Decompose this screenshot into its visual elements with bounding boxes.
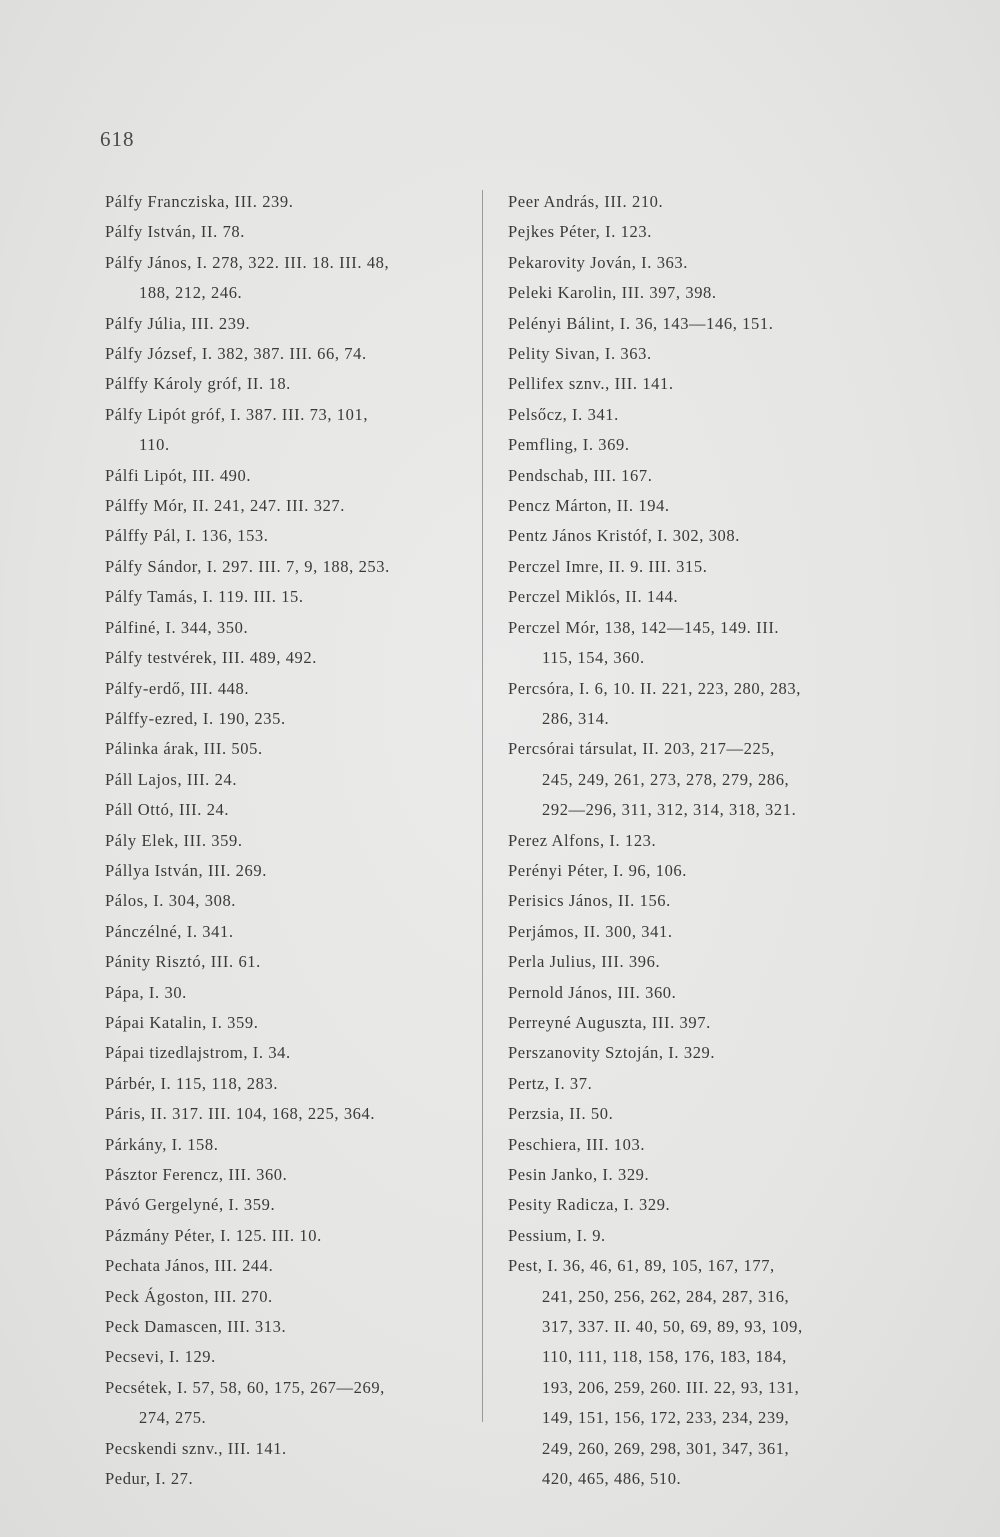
- index-entry-text: Páris, II. 317. III. 104, 168, 225, 364.: [105, 1104, 376, 1124]
- index-entry: [105, 947, 465, 977]
- index-entry-text: Páll Lajos, III. 24.: [105, 769, 238, 789]
- index-entry: [508, 947, 878, 977]
- index-entry-text: Perez Alfons, I. 123.: [508, 830, 657, 850]
- index-entry: [105, 461, 465, 491]
- index-entry-text: Pecskendi sznv., III. 141.: [105, 1438, 287, 1458]
- index-entry: [508, 461, 878, 491]
- index-entry: [105, 1190, 465, 1220]
- index-entry: [105, 1038, 465, 1068]
- index-entry: [105, 552, 465, 582]
- index-entry: [105, 521, 465, 551]
- index-entry-text: Perszanovity Sztoján, I. 329.: [508, 1043, 716, 1063]
- index-entry-text: Pávó Gergelyné, I. 359.: [105, 1195, 276, 1215]
- index-entry-text: Párkány, I. 158.: [105, 1134, 219, 1154]
- index-entry: [105, 309, 465, 339]
- index-entry-text: Perczel Imre, II. 9. III. 315.: [508, 556, 708, 576]
- index-entry: [105, 856, 465, 886]
- index-entry: [508, 552, 878, 582]
- index-entry: [105, 1160, 465, 1190]
- index-entry: [105, 1251, 465, 1281]
- index-entry-text: Pálffy Károly gróf, II. 18.: [105, 374, 291, 394]
- index-entry-text: Pály Elek, III. 359.: [105, 830, 243, 850]
- index-entry: [508, 1221, 878, 1251]
- index-entry-text: Pálfiné, I. 344, 350.: [105, 617, 249, 637]
- index-entry: [508, 1160, 878, 1190]
- index-entry-continuation: 193, 206, 259, 260. III. 22, 93, 131,: [542, 1377, 800, 1397]
- index-entry: [105, 643, 465, 673]
- index-entry-text: Peschiera, III. 103.: [508, 1134, 646, 1154]
- index-entry-text: Peck Ágoston, III. 270.: [105, 1286, 273, 1306]
- index-entry-text: Pejkes Péter, I. 123.: [508, 222, 652, 242]
- index-entry-text: Pápai tizedlajstrom, I. 34.: [105, 1043, 291, 1063]
- index-entry: [105, 674, 465, 704]
- index-entry-continuation: 149, 151, 156, 172, 233, 234, 239,: [542, 1408, 790, 1428]
- index-entry: [105, 1434, 465, 1464]
- index-entry-continuation: 115, 154, 360.: [542, 648, 645, 668]
- index-entry-text: Pálinka árak, III. 505.: [105, 739, 263, 759]
- index-entry: [508, 400, 878, 430]
- index-entry: [508, 309, 878, 339]
- index-entry: [508, 613, 878, 674]
- index-entry-text: Peleki Karolin, III. 397, 398.: [508, 283, 717, 303]
- index-entry: [105, 704, 465, 734]
- index-entry: [105, 187, 465, 217]
- index-entry-text: Pelsőcz, I. 341.: [508, 404, 619, 424]
- index-entry-text: Pendschab, III. 167.: [508, 465, 653, 485]
- index-entry-continuation: 188, 212, 246.: [139, 283, 243, 303]
- index-entry: [105, 217, 465, 247]
- index-entry: [508, 978, 878, 1008]
- index-entry-text: Pentz János Kristóf, I. 302, 308.: [508, 526, 740, 546]
- index-entry-continuation: 286, 314.: [542, 708, 610, 728]
- index-entry-text: Pertz, I. 37.: [508, 1073, 593, 1093]
- index-entry-text: Páll Ottó, III. 24.: [105, 800, 230, 820]
- index-entry-text: Pálfi Lipót, III. 490.: [105, 465, 252, 485]
- index-entry: [105, 613, 465, 643]
- index-entry: [105, 826, 465, 856]
- index-entry-continuation: 241, 250, 256, 262, 284, 287, 316,: [542, 1286, 790, 1306]
- index-entry-text: Pánczélné, I. 341.: [105, 921, 234, 941]
- index-entry-text: Perczel Mór, 138, 142—145, 149. III.: [508, 617, 780, 637]
- index-entry: [508, 369, 878, 399]
- index-entry-text: Pálfy Sándor, I. 297. III. 7, 9, 188, 253.: [105, 556, 390, 576]
- index-entry-text: Pálfy-erdő, III. 448.: [105, 678, 250, 698]
- index-entry-continuation: 317, 337. II. 40, 50, 69, 89, 93, 109,: [542, 1317, 803, 1337]
- index-entry-continuation: 420, 465, 486, 510.: [542, 1469, 682, 1489]
- index-entry-text: Pálffy Pál, I. 136, 153.: [105, 526, 269, 546]
- index-entry-text: Perczel Miklós, II. 144.: [508, 587, 679, 607]
- index-entry: [105, 1464, 465, 1494]
- index-entry: [508, 917, 878, 947]
- index-entry: [105, 765, 465, 795]
- index-entry: [105, 582, 465, 612]
- index-entry-text: Perzsia, II. 50.: [508, 1104, 614, 1124]
- index-entry-text: Pálos, I. 304, 308.: [105, 891, 237, 911]
- index-entry-text: Perényi Péter, I. 96, 106.: [508, 860, 687, 880]
- index-entry-text: Pekarovity Jován, I. 363.: [508, 252, 688, 272]
- index-entry-text: Pálfy Tamás, I. 119. III. 15.: [105, 587, 304, 607]
- index-entry: [508, 1008, 878, 1038]
- index-column-right: [508, 187, 878, 1494]
- index-entry-text: Pázmány Péter, I. 125. III. 10.: [105, 1225, 322, 1245]
- index-entry-text: Pálffy Mór, II. 241, 247. III. 327.: [105, 496, 346, 516]
- index-entry-continuation: 274, 275.: [139, 1408, 207, 1428]
- index-entry-continuation: 110, 111, 118, 158, 176, 183, 184,: [542, 1347, 787, 1367]
- index-entry: [105, 917, 465, 947]
- index-entry-text: Pálfy Lipót gróf, I. 387. III. 73, 101,: [105, 404, 369, 424]
- index-entry-text: Pesin Janko, I. 329.: [508, 1165, 650, 1184]
- index-entry: [508, 248, 878, 278]
- column-divider: [482, 190, 483, 1422]
- index-entry-text: Pellifex sznv., III. 141.: [508, 374, 674, 394]
- index-entry: [508, 430, 878, 460]
- index-entry-text: Pesity Radicza, I. 329.: [508, 1195, 671, 1215]
- index-entry-text: Perjámos, II. 300, 341.: [508, 921, 673, 941]
- index-entry: [105, 734, 465, 764]
- index-entry: [508, 1038, 878, 1068]
- index-entry-text: Pernold János, III. 360.: [508, 982, 677, 1002]
- index-entry: [105, 1221, 465, 1251]
- index-entry-text: Pálfy István, II. 78.: [105, 222, 245, 242]
- index-entry-continuation: 110.: [139, 435, 170, 455]
- index-entry-text: Pálffy-ezred, I. 190, 235.: [105, 708, 286, 728]
- index-entry-text: Pálfy Francziska, III. 239.: [105, 192, 294, 211]
- index-entry: [508, 734, 878, 825]
- index-entry-text: Pálfy Júlia, III. 239.: [105, 313, 251, 333]
- index-entry-continuation: 249, 260, 269, 298, 301, 347, 361,: [542, 1438, 790, 1458]
- index-entry: [105, 1130, 465, 1160]
- index-entry-text: Pásztor Ferencz, III. 360.: [105, 1165, 288, 1184]
- index-entry: [105, 1282, 465, 1312]
- index-entry-text: Peer András, III. 210.: [508, 192, 664, 211]
- index-entry: [508, 187, 878, 217]
- index-entry: [508, 1190, 878, 1220]
- index-entry: [105, 978, 465, 1008]
- index-entry: [508, 1130, 878, 1160]
- index-entry: [105, 339, 465, 369]
- index-entry-text: Pápa, I. 30.: [105, 982, 187, 1002]
- index-entry: [105, 795, 465, 825]
- index-entry-text: Perisics János, II. 156.: [508, 891, 671, 911]
- index-entry-text: Peck Damascen, III. 313.: [105, 1317, 287, 1337]
- index-entry: [105, 248, 465, 309]
- index-entry: [105, 1099, 465, 1129]
- index-entry: [508, 1251, 878, 1494]
- index-entry-text: Pápai Katalin, I. 359.: [105, 1012, 259, 1032]
- index-entry-text: Pelity Sivan, I. 363.: [508, 344, 652, 364]
- index-entry-text: Percsórai társulat, II. 203, 217—225,: [508, 739, 775, 759]
- index-entry: [105, 491, 465, 521]
- index-entry-text: Perreyné Auguszta, III. 397.: [508, 1012, 711, 1032]
- index-entry: [508, 674, 878, 735]
- index-entry-text: Pelényi Bálint, I. 36, 143—146, 151.: [508, 313, 774, 333]
- index-entry: [508, 521, 878, 551]
- index-entry-text: Pecsevi, I. 129.: [105, 1347, 216, 1367]
- index-entry-text: Pechata János, III. 244.: [105, 1256, 274, 1276]
- index-entry: [508, 1099, 878, 1129]
- index-entry-text: Pecsétek, I. 57, 58, 60, 175, 267—269,: [105, 1377, 385, 1397]
- index-entry-text: Perla Julius, III. 396.: [508, 952, 661, 972]
- index-entry: [508, 217, 878, 247]
- index-entry-continuation: 292—296, 311, 312, 314, 318, 321.: [542, 800, 797, 820]
- index-entry: [105, 886, 465, 916]
- index-entry-text: Pencz Márton, II. 194.: [508, 496, 670, 516]
- index-entry-text: Pedur, I. 27.: [105, 1469, 194, 1489]
- index-entry: [508, 278, 878, 308]
- index-entry: [508, 1069, 878, 1099]
- index-entry: [105, 1008, 465, 1038]
- index-entry-continuation: 245, 249, 261, 273, 278, 279, 286,: [542, 769, 790, 789]
- index-entry: [105, 1342, 465, 1372]
- index-column-left: [105, 187, 465, 1494]
- index-entry-text: Pálfy János, I. 278, 322. III. 18. III. 48,: [105, 252, 390, 272]
- index-entry: [105, 1312, 465, 1342]
- index-entry-text: Percsóra, I. 6, 10. II. 221, 223, 280, 283,: [508, 678, 801, 698]
- index-entry: [508, 856, 878, 886]
- index-entry: [508, 826, 878, 856]
- index-entry-text: Pest, I. 36, 46, 61, 89, 105, 167, 177,: [508, 1256, 775, 1276]
- index-entry: [105, 1373, 465, 1434]
- index-entry-text: Pessium, I. 9.: [508, 1225, 606, 1245]
- index-entry: [105, 400, 465, 461]
- index-entry: [105, 369, 465, 399]
- page-number: 618: [100, 127, 135, 151]
- index-entry: [508, 491, 878, 521]
- index-entry: [105, 1069, 465, 1099]
- index-entry-text: Pemfling, I. 369.: [508, 435, 630, 455]
- index-entry: [508, 886, 878, 916]
- index-entry-text: Pánity Risztó, III. 61.: [105, 952, 261, 972]
- index-entry-text: Pálfy testvérek, III. 489, 492.: [105, 648, 317, 668]
- index-entry: [508, 339, 878, 369]
- index-entry-text: Párbér, I. 115, 118, 283.: [105, 1073, 279, 1093]
- index-entry: [508, 582, 878, 612]
- index-entry-text: Pálfy József, I. 382, 387. III. 66, 74.: [105, 344, 367, 364]
- index-entry-text: Pállya István, III. 269.: [105, 860, 267, 880]
